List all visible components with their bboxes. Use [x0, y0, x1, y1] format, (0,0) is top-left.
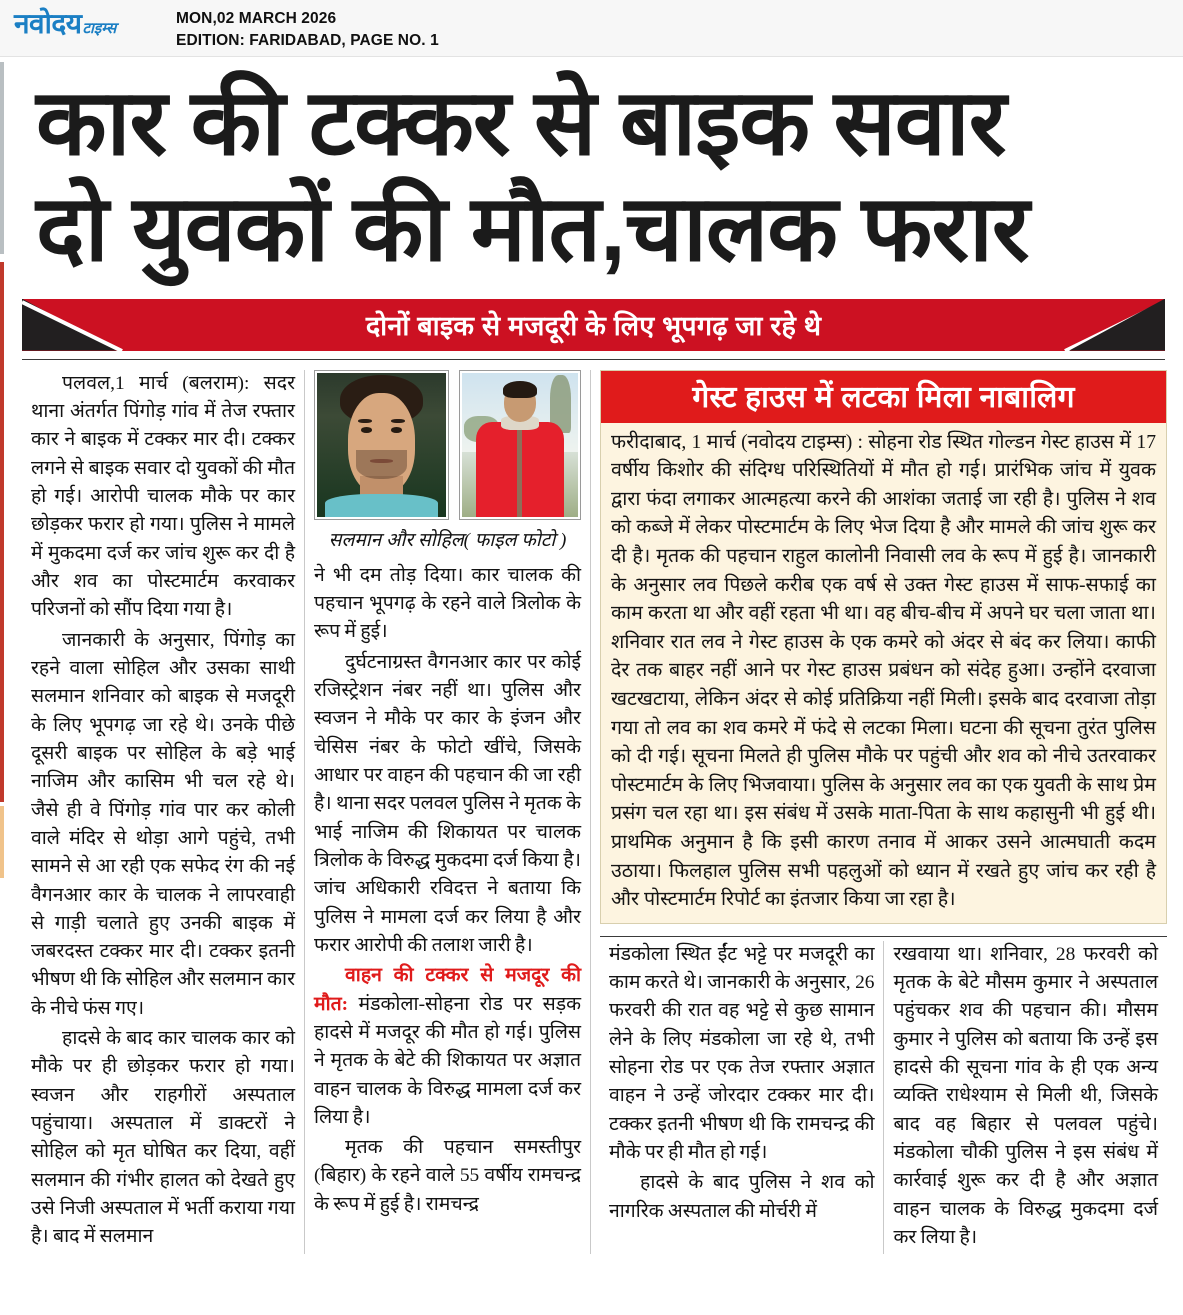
col2-para-1: ने भी दम तोड़ दिया। कार चालक की पहचान भूपगढ़ के रहने वाले त्रिलोक के रूप में हुई। — [314, 564, 581, 643]
col4-para-1: रखवाया था। शनिवार, 28 फरवरी को मृतक के बेटे मौसम कुमार ने अस्पताल पहुंचकर शव की पहचान की। मौसम कुमार ने पुलिस को बताया कि उन्हें इस हादसे की सूचना गांव के ही एक अन्य व्यक्ति राधेश्याम से मिली थी, जिसके बाद वह बिहार से पलवल पहुंचे। मंडकोला चौकी पुलिस ने इस संबंध में कार्रवाई शुरू कर दी है और अज्ञात वाहन चालक के विरुद्ध मुकदमा दर्ज कर लिया है। — [893, 943, 1158, 1248]
logo-sub-text: टाइम्स — [82, 20, 117, 37]
photo-sohil — [459, 370, 581, 520]
column-2 — [304, 370, 590, 1255]
sidebar-story-text: फरीदाबाद, 1 मार्च (नवोदय टाइम्स) : सोहना रोड स्थित गोल्डन गेस्ट हाउस में 17 वर्षीय किशोर की संदिग्ध परिस्थितियों में मौत हो गई। प्रारंभिक जांच में युवक द्वारा फंदा लगाकर आत्महत्या करने की आशंका जताई जा रही है। पुलिस ने शव को कब्जे में लेकर पोस्टमार्टम के लिए भेज दिया है और मामले की जांच शुरू कर दी है। मृतक की पहचान राहुल कालोनी निवासी लव के रूप में हुई है। जानकारी के अनुसार लव पिछले करीब एक वर्ष से उक्त गेस्ट हाउस में साफ-सफाई का काम करता था और वहीं रहता भी था। वह बीच-बीच में अपने घर चला जाता था। शनिवार रात लव ने गेस्ट हाउस के एक कमरे को अंदर से बंद कर लिया। काफी देर तक बाहर नहीं आने पर गेस्ट हाउस प्रबंधन को संदेह हुआ। उन्होंने दरवाजा खटखटाया, लेकिन अंदर से कोई प्रतिक्रिया नहीं मिली। इसके बाद दरवाजा तोड़ा गया तो लव का शव कमरे में फंदे से लटका मिला। घटना की सूचना तुरंत पुलिस को दी गई। सूचना मिलते ही पुलिस मौके पर पहुंची और शव को नीचे उतरवाकर पोस्टमार्टम के लिए भिजवाया। पुलिस के अनुसार लव का एक युवती के साथ प्रेम प्रसंग चल रहा था। इस संबंध में उसके माता-पिता के साथ कहासुनी भी हुई थी। प्राथमिक अनुमान है कि इसी कारण तनाव में आकर उसने आत्मघाती कदम उठाया। फिलहाल पुलिस सभी पहलुओं को ध्यान में रखते हुए जांच कर रही है और पोस्टमार्टम रिपोर्ट का इंतजार किया जा रहा है। — [611, 431, 1156, 911]
col1-para-1: पलवल,1 मार्च (बलराम): सदर थाना अंतर्गत पिंगोड़ गांव में तेज रफ्तार कार ने बाइक में टक्कर मार दी। टक्कर लगने से बाइक सवार दो युवकों की मौत हो गई। आरोपी चालक मौके पर कार छोड़कर फरार हो गया। पुलिस ने मामले में मुकदमा दर्ज कर जांच शुरू कर दी है और शव का पोस्टमार्टम करवाकर परिजनों को सौंप दिया गया है। — [31, 372, 295, 621]
masthead — [0, 0, 1183, 57]
photo-caption: सलमान और सोहिल( फाइल फोटो ) — [328, 529, 567, 551]
left-rail-gray — [0, 62, 4, 254]
column-3 — [600, 941, 883, 1255]
col2-para-3 — [314, 962, 581, 1132]
left-rail-tan — [0, 806, 4, 878]
main-headline — [0, 57, 1183, 283]
newspaper-logo — [14, 6, 162, 38]
col2-red-lead: वाहन की टक्कर से मजदूर की मौत: — [314, 965, 581, 1015]
right-region — [590, 370, 1167, 1255]
edition-block — [176, 6, 439, 52]
col2-para-2: दुर्घटनाग्रस्त वैगनआर कार पर कोई रजिस्ट्रेशन नंबर नहीं था। पुलिस और स्वजन ने मौके पर कार के इंजन और चेसिस नंबर के फोटो खींचे, जिसके आधार पर वाहन की पहचान की जा रही है। थाना सदर पलवल पुलिस ने मृतक के भाई नाजिम की शिकायत पर चालक त्रिलोक के विरुद्ध मुकदमा दर्ज किया है। जांच अधिकारी रविदत्त ने बताया कि पुलिस ने मामला दर्ज कर लिया है और फरार आरोपी की तलाश जारी है। — [314, 651, 581, 956]
photo-salman — [314, 370, 449, 520]
article-body — [0, 360, 1183, 1255]
bottom-columns — [600, 936, 1167, 1255]
col3-para-2: हादसे के बाद पुलिस ने शव को नागरिक अस्पताल की मोर्चरी में — [609, 1172, 875, 1222]
col1-para-3: हादसे के बाद कार चालक कार को मौके पर ही छोड़कर फरार हो गया। स्वजन और राहगीरों अस्पताल पहुंचाया। अस्पताल में डाक्टरों ने सोहिल को मृत घोषित कर दिया, वहीं सलमान की गंभीर हालत को देखते हुए उसे निजी अस्पताल में भर्ती कराया गया है। बाद में सलमान — [31, 1028, 295, 1248]
col2-para-4: मृतक की पहचान समस्तीपुर (बिहार) के रहने वाले 55 वर्षीय रामचन्द्र के रूप में हुई है। रामचन्द्र — [314, 1137, 581, 1215]
sidebar-story-box — [600, 370, 1167, 924]
sidebar-story-body — [601, 423, 1166, 923]
sidebar-story-headline: गेस्ट हाउस में लटका मिला नाबालिग — [601, 371, 1166, 423]
subheadline-text: दोनों बाइक से मजदूरी के लिए भूपगढ़ जा रहे थे — [365, 311, 822, 342]
column-4 — [883, 941, 1167, 1255]
logo-main-text: नवोदय — [14, 8, 82, 39]
col2-para-3-rest: मंडकोला-सोहना रोड पर सड़क हादसे में मजदूर की मौत हो गई। पुलिस ने मृतक के बेटे की शिकायत पर अज्ञात वाहन चालक के विरुद्ध मामला दर्ज कर लिया है। — [314, 993, 581, 1128]
left-rail-red — [0, 262, 4, 802]
subheadline-banner — [22, 299, 1165, 351]
publication-date: MON,02 MARCH 2026 — [176, 10, 337, 27]
headline-line-2: दो युवकों की मौत,चालक फरार — [36, 177, 1029, 280]
photo-group — [314, 370, 581, 520]
column-1 — [22, 370, 304, 1255]
headline-line-1: कार की टक्कर से बाइक सवार — [36, 72, 1006, 174]
col3-para-1: मंडकोला स्थित ईंट भट्टे पर मजदूरी का काम करते थे। जानकारी के अनुसार, 26 फरवरी की रात वह भट्टे से कुछ सामान लेने के लिए मंडकोला जा रहे थे, तभी सोहना रोड पर एक तेज रफ्तार अज्ञात वाहन ने उन्हें जोरदार टक्कर मार दी। टक्कर इतनी भीषण थी कि रामचन्द्र की मौके पर ही मौत हो गई। — [609, 943, 875, 1163]
edition-page-line: EDITION: FARIDABAD, PAGE NO. 1 — [176, 32, 439, 49]
col1-para-2: जानकारी के अनुसार, पिंगोड़ का रहने वाला सोहिल और उसका साथी सलमान शनिवार को बाइक से मजदूरी के लिए भूपगढ़ जा रहे थे। उनके पीछे दूसरी बाइक पर सोहिल के बड़े भाई नाजिम और कासिम भी चल रहे थे। जैसे ही वे पिंगोड़ गांव पार कर कोली वाले मंदिर से थोड़ा आगे पहुंचे, तभी सामने से आ रही एक सफेद रंग की नई वैगनआर कार के चालक ने लापरवाही से गाड़ी चलाते हुए उनकी बाइक में जबरदस्त टक्कर मार दी। टक्कर इतनी भीषण थी कि सोहिल और सलमान कार के नीचे फंस गए। — [31, 629, 295, 1019]
